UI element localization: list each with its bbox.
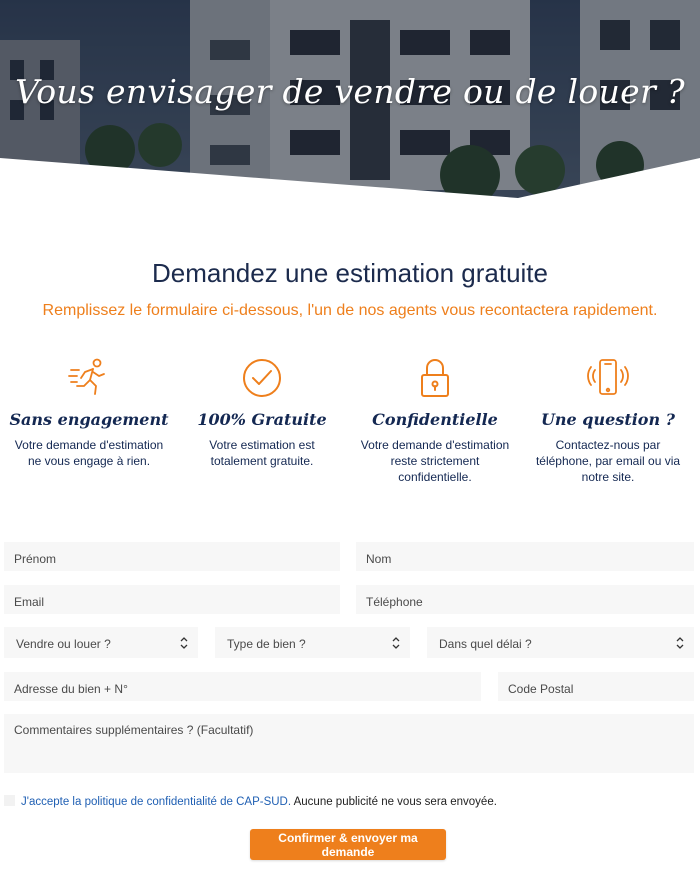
page-subtitle: Remplissez le formulaire ci-dessous, l'un de nos agents vous recontactera rapidement. [42, 302, 658, 319]
nom-placeholder: Nom [366, 552, 392, 566]
page-title: Demandez une estimation gratuite [151, 258, 548, 288]
telephone-field[interactable] [356, 585, 694, 614]
smartphone-icon [586, 356, 630, 400]
feature-text: Contactez-nous par téléphone, par email ou via notre site. [535, 438, 681, 484]
feature-title: Sans engagement [9, 410, 169, 429]
chevron-updown-icon [392, 635, 400, 651]
consent-note: Aucune publicité ne vous sera envoyée. [291, 796, 497, 808]
submit-button[interactable]: Confirmer & envoyer ma demande [250, 829, 446, 860]
commentaires-placeholder: Commentaires supplémentaires ? (Facultatif) [14, 723, 254, 737]
email-field[interactable] [4, 585, 340, 614]
delai-select[interactable] [427, 627, 694, 658]
feature-question [523, 356, 693, 485]
checkmark-circle-icon [240, 356, 284, 400]
feature-sans-engagement [4, 356, 174, 469]
vendre-louer-value: Vendre ou louer ? [16, 637, 111, 651]
vendre-louer-select[interactable] [4, 627, 198, 658]
running-person-icon [67, 356, 111, 400]
adresse-placeholder: Adresse du bien + N° [14, 682, 128, 696]
email-placeholder: Email [14, 595, 45, 609]
nom-field[interactable] [356, 542, 694, 571]
feature-gratuite [177, 356, 347, 469]
padlock-icon [413, 356, 457, 400]
feature-title: Une question ? [540, 410, 676, 429]
type-bien-select[interactable] [215, 627, 410, 658]
chevron-updown-icon [676, 635, 684, 651]
feature-text: Votre demande d'estimation reste strictement confidentielle. [360, 438, 510, 484]
features-row [0, 356, 700, 496]
feature-confidentielle [350, 356, 520, 485]
telephone-placeholder: Téléphone [366, 595, 423, 609]
hero-banner [0, 0, 700, 200]
feature-title: 100% Gratuite [197, 410, 327, 429]
chevron-updown-icon [180, 635, 188, 651]
commentaires-textarea[interactable] [4, 714, 694, 773]
delai-value: Dans quel délai ? [439, 637, 532, 651]
adresse-field[interactable] [4, 672, 481, 701]
feature-text: Votre demande d'estimation ne vous engage à rien. [14, 438, 164, 468]
consent-checkbox[interactable] [4, 795, 15, 806]
hero-title: Vous envisager de vendre ou de louer ? [15, 72, 685, 111]
privacy-policy-link[interactable]: J'accepte la politique de confidentialité de CAP-SUD. [21, 796, 292, 808]
feature-text: Votre estimation est totalement gratuite. [209, 438, 315, 468]
code-postal-placeholder: Code Postal [508, 682, 574, 696]
consent-row [4, 795, 497, 808]
type-bien-value: Type de bien ? [227, 637, 306, 651]
prenom-placeholder: Prénom [14, 552, 57, 566]
prenom-field[interactable] [4, 542, 340, 571]
feature-title: Confidentielle [372, 410, 498, 429]
code-postal-field[interactable] [498, 672, 694, 701]
